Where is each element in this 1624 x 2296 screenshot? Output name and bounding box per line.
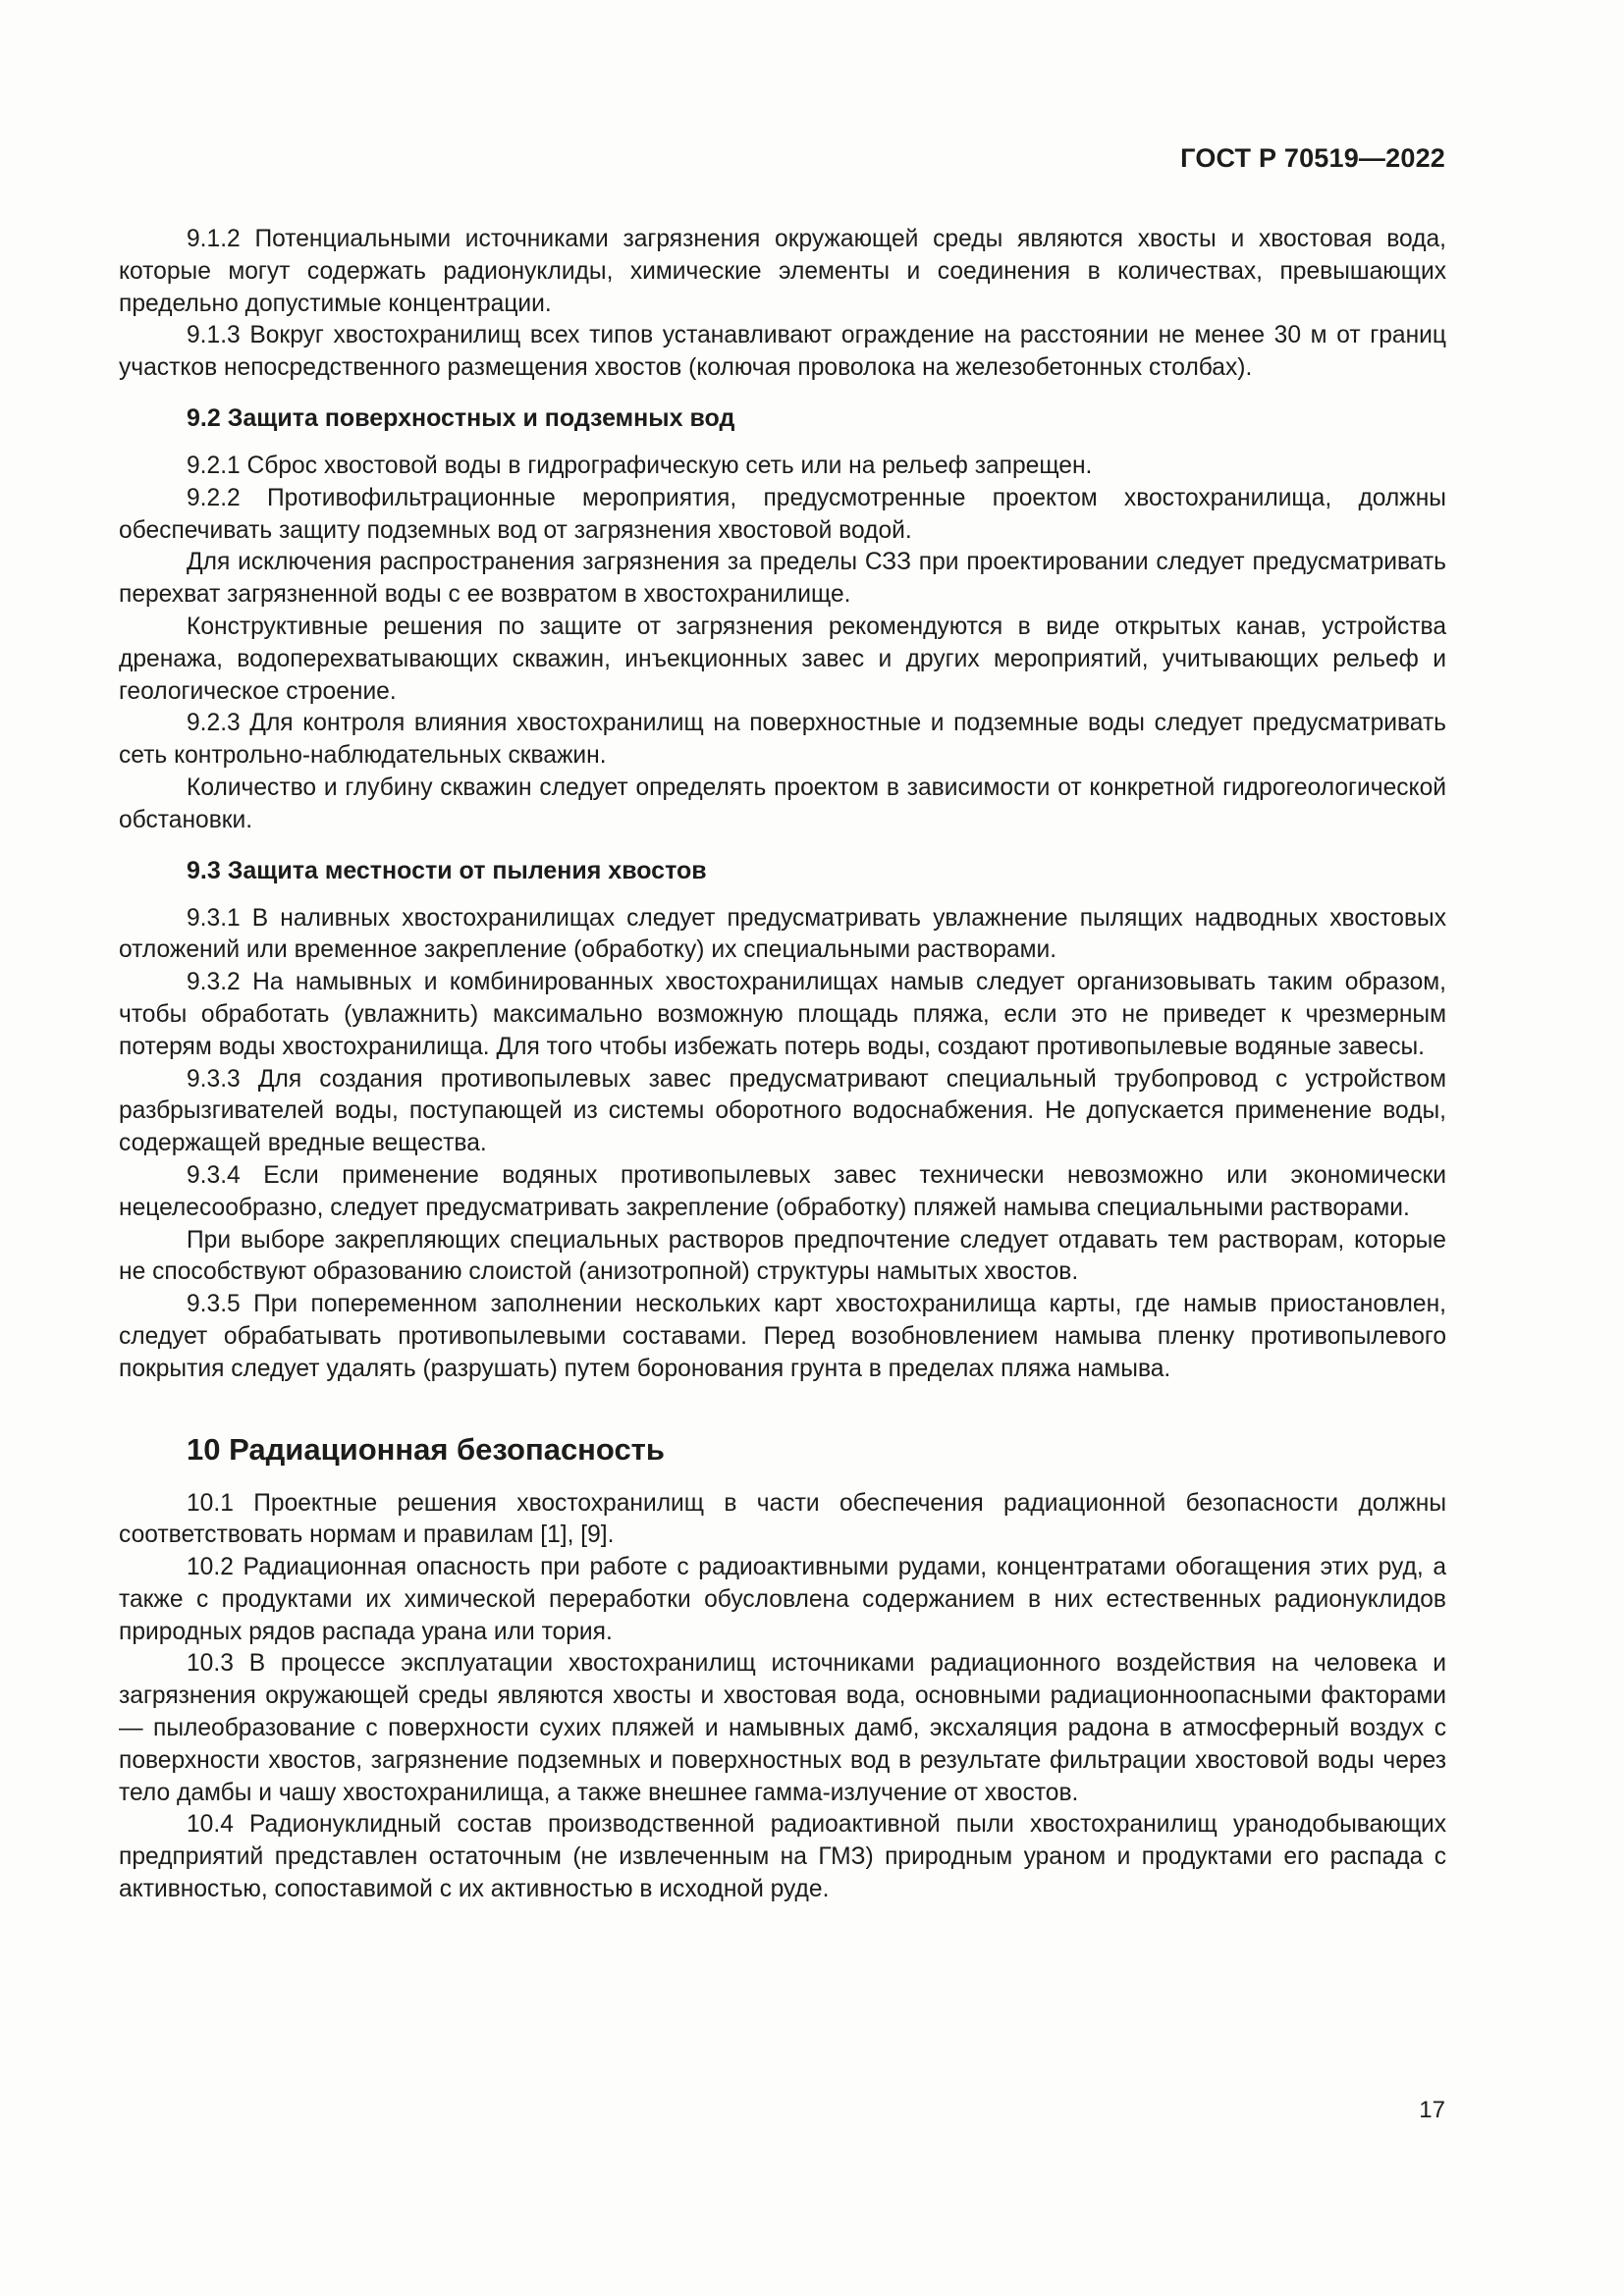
paragraph: 9.3.3 Для создания противопылевых завес предусматривают специальный трубопровод с устройством разбрызгивателей воды, поступающей из системы оборотного водоснабжения. Не допускается применение воды, содержащей вредные вещества. — [119, 1065, 1446, 1157]
subsection-heading: 9.3 Защита местности от пыления хвостов — [187, 856, 707, 884]
paragraph: 9.3.4 Если применение водяных противопылевых завес технически невозможно или экономически нецелесообразно, следует предусматривать закрепление (обработку) пляжей намыва специальными растворами. — [119, 1161, 1446, 1221]
paragraph: Конструктивные решения по защите от загрязнения рекомендуются в виде открытых канав, устройства дренажа, водоперехватывающих скважин, инъекционных завес и других мероприятий, учитывающих рельеф и геологическое строение. — [119, 613, 1446, 705]
paragraph: 9.1.2 Потенциальными источниками загрязнения окружающей среды являются хвосты и хвостовая вода, которые могут содержать радионуклиды, химические элементы и соединения в количествах, превышающих предельно допустимые концентрации. — [119, 226, 1446, 317]
section-heading: 10 Радиационная безопасность — [187, 1431, 665, 1467]
page-number: 17 — [1419, 2097, 1445, 2123]
paragraph: 9.3.1 В наливных хвостохранилищах следует предусматривать увлажнение пылящих надводных хвостовых отложений или временное закрепление (обработку) их специальными растворами. — [119, 904, 1446, 964]
paragraph: Для исключения распространения загрязнения за пределы СЗЗ при проектировании следует предусматривать перехват загрязненной воды с ее возвратом в хвостохранилище. — [119, 549, 1446, 609]
paragraph: 9.2.1 Сброс хвостовой воды в гидрографическую сеть или на рельеф запрещен. — [187, 452, 1093, 479]
paragraph: 9.1.3 Вокруг хвостохранилищ всех типов устанавливают ограждение на расстоянии не менее 30 м от границ участков непосредственного размещения хвостов (колючая проволока на железобетонных столбах). — [119, 322, 1446, 382]
paragraph: 10.1 Проектные решения хвостохранилищ в части обеспечения радиационной безопасности должны соответствовать нормам и правилам [1], [9]. — [119, 1489, 1446, 1549]
paragraph: 10.2 Радиационная опасность при работе с радиоактивными рудами, концентратами обогащения этих руд, а также с продуктами их химической переработки обусловлена содержанием в них естественных радионуклидов природных рядов распада урана или тория. — [119, 1554, 1446, 1645]
document-body — [119, 224, 1446, 1906]
paragraph: 9.3.5 При попеременном заполнении нескольких карт хвостохранилища карты, где намыв приостановлен, следует обрабатывать противопылевыми составами. Перед возобновлением намыва пленку противопылевого покрытия следует удалять (разрушать) путем боронования грунта в пределах пляжа намыва. — [119, 1291, 1446, 1382]
paragraph: 10.4 Радионуклидный состав производственной радиоактивной пыли хвостохранилищ уранодобывающих предприятий представлен остаточным (не извлеченным на ГМЗ) природным ураном и продуктами его распада с активностью, сопоставимой с их активностью в исходной руде. — [119, 1811, 1446, 1903]
paragraph: 9.3.2 На намывных и комбинированных хвостохранилищах намыв следует организовывать таким образом, чтобы обработать (увлажнить) максимально возможную площадь пляжа, если это не приведет к чрезмерным потерям воды хвостохранилища. Для того чтобы избежать потерь воды, создают противопылевые водяные завесы. — [119, 969, 1446, 1060]
paragraph: 9.2.2 Противофильтрационные мероприятия, предусмотренные проектом хвостохранилища, должны обеспечивать защиту подземных вод от загрязнения хвостовой водой. — [119, 484, 1446, 544]
subsection-heading: 9.2 Защита поверхностных и подземных вод — [187, 403, 735, 432]
paragraph: Количество и глубину скважин следует определять проектом в зависимости от конкретной гидрогеологической обстановки. — [119, 774, 1446, 833]
paragraph: При выборе закрепляющих специальных растворов предпочтение следует отдавать тем растворам, которые не способствуют образованию слоистой (анизотропной) структуры намытых хвостов. — [119, 1226, 1446, 1286]
paragraph: 9.2.3 Для контроля влияния хвостохранилищ на поверхностные и подземные воды следует предусматривать сеть контрольно-наблюдательных скважин. — [119, 710, 1446, 770]
paragraph: 10.3 В процессе эксплуатации хвостохранилищ источниками радиационного воздействия на человека и загрязнения окружающей среды являются хвосты и хвостовая вода, основными радиационноопасными факторами — пылеобразование с поверхности сухих пляжей и намывных дамб, эксхаляция радона в атмосферный воздух с поверхности хвостов, загрязнение подземных и поверхностных вод в результате фильтрации хвостовой воды через тело дамбы и чашу хвостохранилища, а также внешнее гамма-излучение от хвостов. — [119, 1650, 1446, 1806]
document-header-id: ГОСТ Р 70519—2022 — [1180, 143, 1445, 173]
